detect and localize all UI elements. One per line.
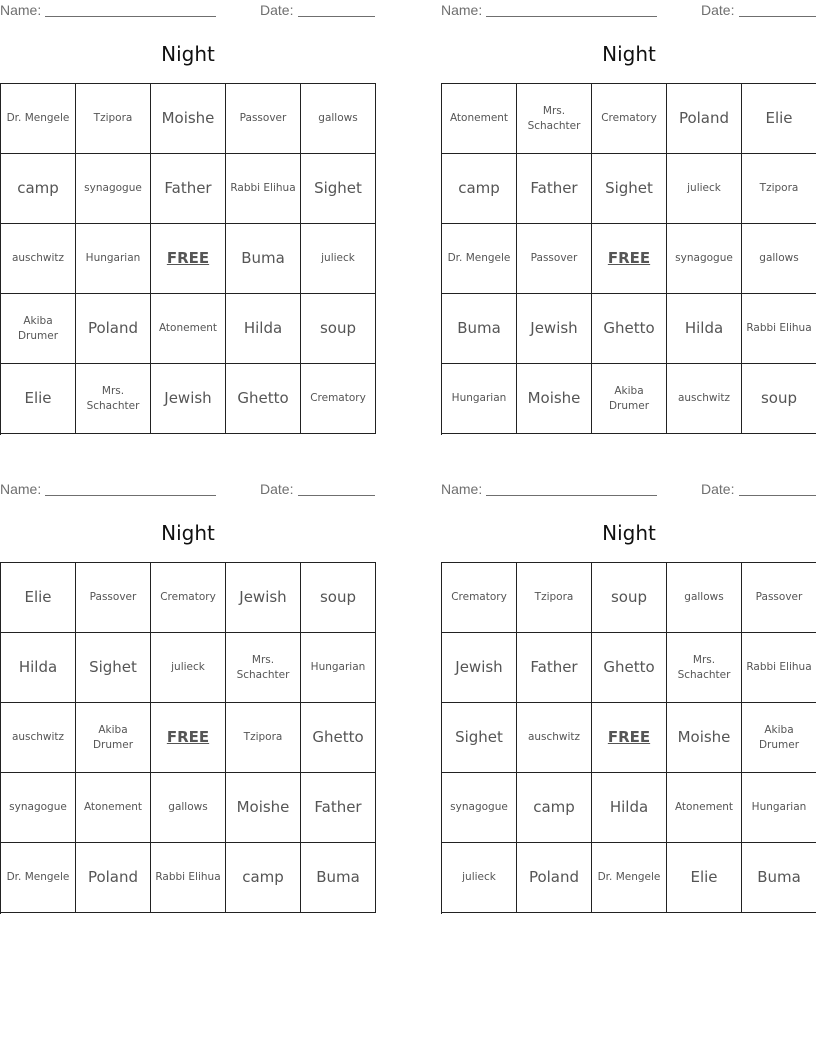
name-date-row <box>441 481 816 499</box>
bingo-grid <box>441 562 816 914</box>
bingo-cell: soup <box>592 563 667 633</box>
date-label: Date: <box>701 481 735 497</box>
bingo-cell: Atonement <box>667 773 742 843</box>
name-date-row <box>0 2 376 20</box>
bingo-cell: camp <box>442 154 517 224</box>
date-label: Date: <box>260 481 294 497</box>
bingo-cell: Crematory <box>442 563 517 633</box>
bingo-cell: Father <box>517 633 592 703</box>
name-label: Name: <box>441 2 483 18</box>
bingo-cell: Hilda <box>1 633 76 703</box>
bingo-cell: Hilda <box>667 294 742 364</box>
bingo-cell: Tzipora <box>226 703 301 773</box>
card-title: Night <box>161 42 215 66</box>
bingo-grid <box>441 83 816 435</box>
bingo-cell: Akiba Drumer <box>742 703 816 773</box>
bingo-cell: Father <box>301 773 376 843</box>
bingo-cell: soup <box>301 563 376 633</box>
free-space-cell: FREE <box>151 703 226 773</box>
bingo-card <box>441 0 816 436</box>
bingo-cell: Atonement <box>151 294 226 364</box>
bingo-card <box>441 479 816 915</box>
name-date-row <box>441 2 816 20</box>
bingo-cell: Hungarian <box>76 224 151 294</box>
bingo-cell: Dr. Mengele <box>442 224 517 294</box>
bingo-cell: camp <box>1 154 76 224</box>
bingo-cell: Father <box>517 154 592 224</box>
bingo-cell: Passover <box>226 84 301 154</box>
bingo-cell: Rabbi Elihua <box>226 154 301 224</box>
bingo-cell: Poland <box>517 843 592 913</box>
bingo-cell: Mrs. Schachter <box>517 84 592 154</box>
bingo-cell: Passover <box>742 563 816 633</box>
bingo-cell: julieck <box>442 843 517 913</box>
bingo-cell: Elie <box>742 84 816 154</box>
bingo-cell: Moishe <box>517 364 592 434</box>
bingo-cell: Poland <box>76 843 151 913</box>
bingo-cell: Poland <box>667 84 742 154</box>
bingo-cell: soup <box>301 294 376 364</box>
bingo-cell: Passover <box>76 563 151 633</box>
name-date-row <box>0 481 376 499</box>
bingo-cell: julieck <box>667 154 742 224</box>
bingo-cell: Akiba Drumer <box>1 294 76 364</box>
bingo-cell: Elie <box>1 563 76 633</box>
bingo-grid <box>0 83 376 435</box>
bingo-cell: gallows <box>742 224 816 294</box>
bingo-cell: Moishe <box>151 84 226 154</box>
bingo-cell: julieck <box>151 633 226 703</box>
bingo-cell: Elie <box>1 364 76 434</box>
bingo-cell: Elie <box>667 843 742 913</box>
bingo-cell: camp <box>226 843 301 913</box>
bingo-grid <box>0 562 376 914</box>
bingo-cell: gallows <box>301 84 376 154</box>
free-space-cell: FREE <box>592 703 667 773</box>
card-title: Night <box>602 521 656 545</box>
bingo-cell: gallows <box>151 773 226 843</box>
bingo-cell: Tzipora <box>742 154 816 224</box>
bingo-cell: Tzipora <box>76 84 151 154</box>
bingo-cell: Tzipora <box>517 563 592 633</box>
date-line <box>298 495 375 496</box>
bingo-cell: synagogue <box>667 224 742 294</box>
bingo-cell: Mrs. Schachter <box>667 633 742 703</box>
free-space-cell: FREE <box>592 224 667 294</box>
name-line <box>486 495 657 496</box>
bingo-cell: Sighet <box>442 703 517 773</box>
bingo-cell: Mrs. Schachter <box>226 633 301 703</box>
bingo-cell: Akiba Drumer <box>76 703 151 773</box>
name-label: Name: <box>0 481 42 497</box>
date-line <box>298 16 375 17</box>
name-line <box>45 16 216 17</box>
bingo-cell: Atonement <box>76 773 151 843</box>
bingo-cell: soup <box>742 364 816 434</box>
bingo-cell: Dr. Mengele <box>1 843 76 913</box>
bingo-cell: Moishe <box>226 773 301 843</box>
bingo-cell: Rabbi Elihua <box>151 843 226 913</box>
bingo-cell: Sighet <box>592 154 667 224</box>
bingo-cell: Ghetto <box>301 703 376 773</box>
bingo-cell: Ghetto <box>592 633 667 703</box>
bingo-cell: Crematory <box>151 563 226 633</box>
name-line <box>45 495 216 496</box>
bingo-cell: Buma <box>742 843 816 913</box>
bingo-cell: Akiba Drumer <box>592 364 667 434</box>
bingo-cell: Rabbi Elihua <box>742 294 816 364</box>
date-line <box>739 16 816 17</box>
bingo-cell: Father <box>151 154 226 224</box>
bingo-cell: Buma <box>301 843 376 913</box>
bingo-cell: Atonement <box>442 84 517 154</box>
bingo-cell: synagogue <box>76 154 151 224</box>
free-space-cell: FREE <box>151 224 226 294</box>
card-title: Night <box>161 521 215 545</box>
bingo-cell: Jewish <box>517 294 592 364</box>
bingo-cell: Moishe <box>667 703 742 773</box>
bingo-cell: gallows <box>667 563 742 633</box>
bingo-cell: Jewish <box>151 364 226 434</box>
bingo-cell: Jewish <box>442 633 517 703</box>
date-label: Date: <box>701 2 735 18</box>
bingo-cell: Ghetto <box>226 364 301 434</box>
bingo-cell: camp <box>517 773 592 843</box>
bingo-cell: Hungarian <box>742 773 816 843</box>
bingo-cell: Rabbi Elihua <box>742 633 816 703</box>
bingo-cell: Crematory <box>301 364 376 434</box>
name-label: Name: <box>0 2 42 18</box>
bingo-cell: Dr. Mengele <box>592 843 667 913</box>
bingo-cell: Crematory <box>592 84 667 154</box>
bingo-cell: julieck <box>301 224 376 294</box>
bingo-cell: Jewish <box>226 563 301 633</box>
bingo-cell: auschwitz <box>1 224 76 294</box>
bingo-cell: Sighet <box>76 633 151 703</box>
bingo-cell: Buma <box>442 294 517 364</box>
bingo-cell: Hungarian <box>301 633 376 703</box>
bingo-cell: Poland <box>76 294 151 364</box>
name-line <box>486 16 657 17</box>
bingo-cell: synagogue <box>1 773 76 843</box>
bingo-cell: auschwitz <box>517 703 592 773</box>
bingo-cell: auschwitz <box>1 703 76 773</box>
bingo-cell: Dr. Mengele <box>1 84 76 154</box>
bingo-cell: Passover <box>517 224 592 294</box>
bingo-cell: Buma <box>226 224 301 294</box>
date-line <box>739 495 816 496</box>
card-title: Night <box>602 42 656 66</box>
bingo-cell: Hilda <box>592 773 667 843</box>
bingo-cell: Hilda <box>226 294 301 364</box>
bingo-cell: Mrs. Schachter <box>76 364 151 434</box>
name-label: Name: <box>441 481 483 497</box>
bingo-cell: Ghetto <box>592 294 667 364</box>
bingo-card <box>0 0 376 436</box>
bingo-cell: auschwitz <box>667 364 742 434</box>
bingo-cell: synagogue <box>442 773 517 843</box>
bingo-cell: Hungarian <box>442 364 517 434</box>
bingo-card <box>0 479 376 915</box>
bingo-cell: Sighet <box>301 154 376 224</box>
date-label: Date: <box>260 2 294 18</box>
